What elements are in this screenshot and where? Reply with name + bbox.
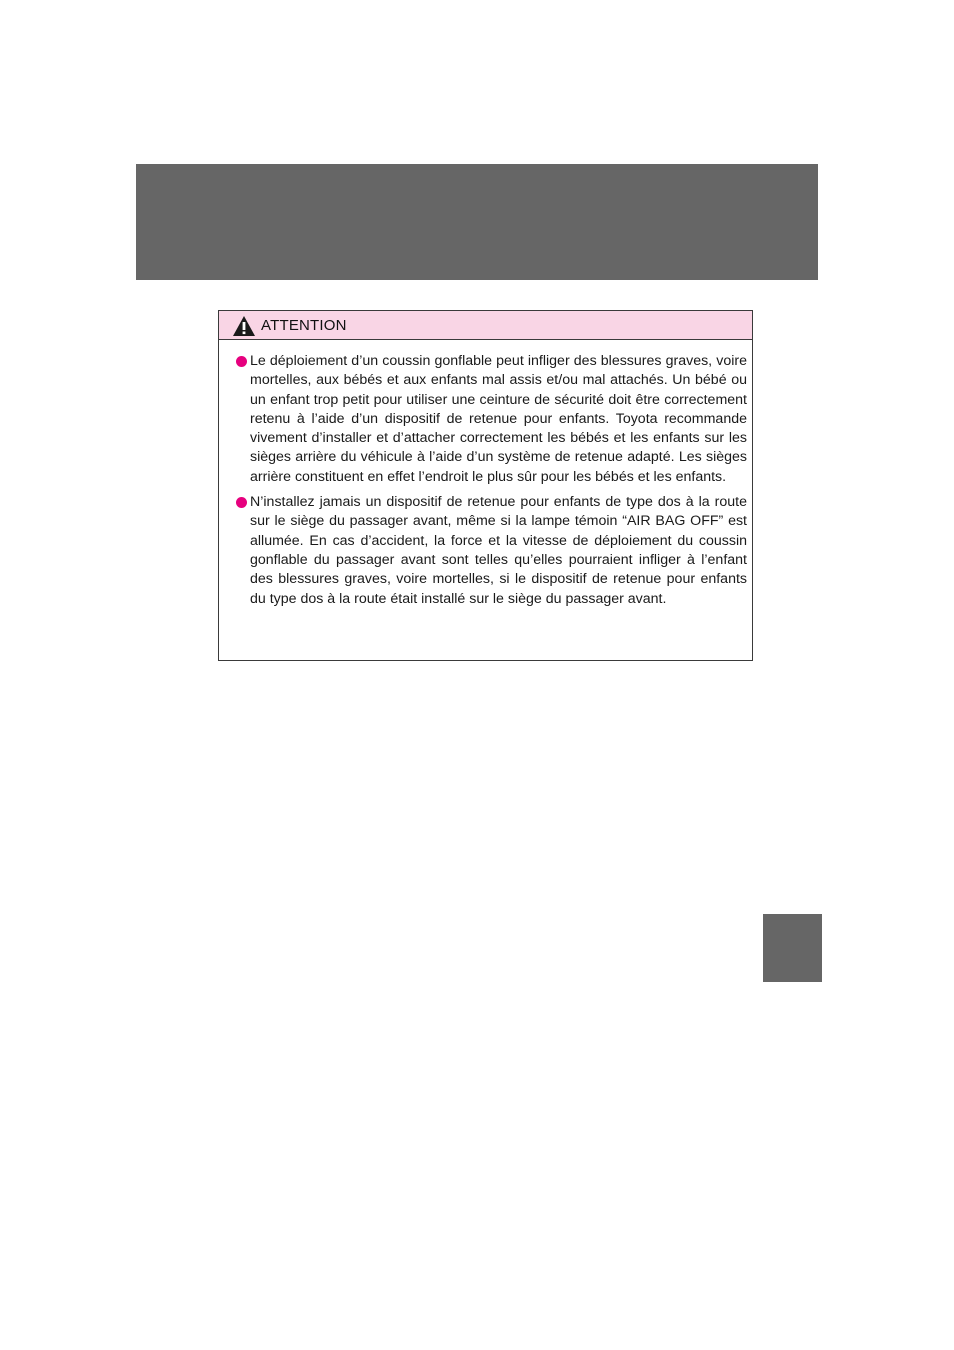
chapter-header-band	[136, 164, 818, 280]
bullet-icon	[236, 497, 247, 508]
warning-triangle-icon	[232, 315, 256, 337]
attention-title: ATTENTION	[261, 316, 347, 334]
attention-box	[218, 310, 753, 661]
bullet-icon	[236, 356, 247, 367]
attention-item	[236, 352, 747, 487]
attention-item	[236, 493, 747, 609]
attention-body	[219, 340, 752, 609]
attention-item-text: N’installez jamais un dispositif de retenue pour enfants de type dos à la route sur le siège du passager avant, même si la lampe témoin “AIR BAG OFF” est allumée. En cas d’accident, la force et la vitesse de déploiement du coussin gonflable du passager avant sont telles qu’elles pourraient infliger à l’enfant des blessures graves, voire mortelles, si le dispositif de retenue pour enfants du type dos à la route était installé sur le siège du passager avant.	[250, 494, 747, 607]
chapter-side-tab	[763, 914, 822, 982]
attention-header	[219, 311, 752, 340]
attention-item-text: Le déploiement d’un coussin gonflable peut infliger des blessures graves, voire mortelles, aux bébés et aux enfants mal assis et/ou mal attachés. Un bébé ou un enfant trop petit pour utiliser une ceinture de sécurité doit être correctement retenu à l’aide d’un dispositif de retenue pour enfants. Toyota recommande vivement d’installer et d’attacher correctement les bébés et les enfants sur les sièges arrière du véhicule à l’aide d’un système de retenue adapté. Les sièges arrière constituent en effet l’endroit le plus sûr pour les bébés et les enfants.	[250, 353, 747, 485]
